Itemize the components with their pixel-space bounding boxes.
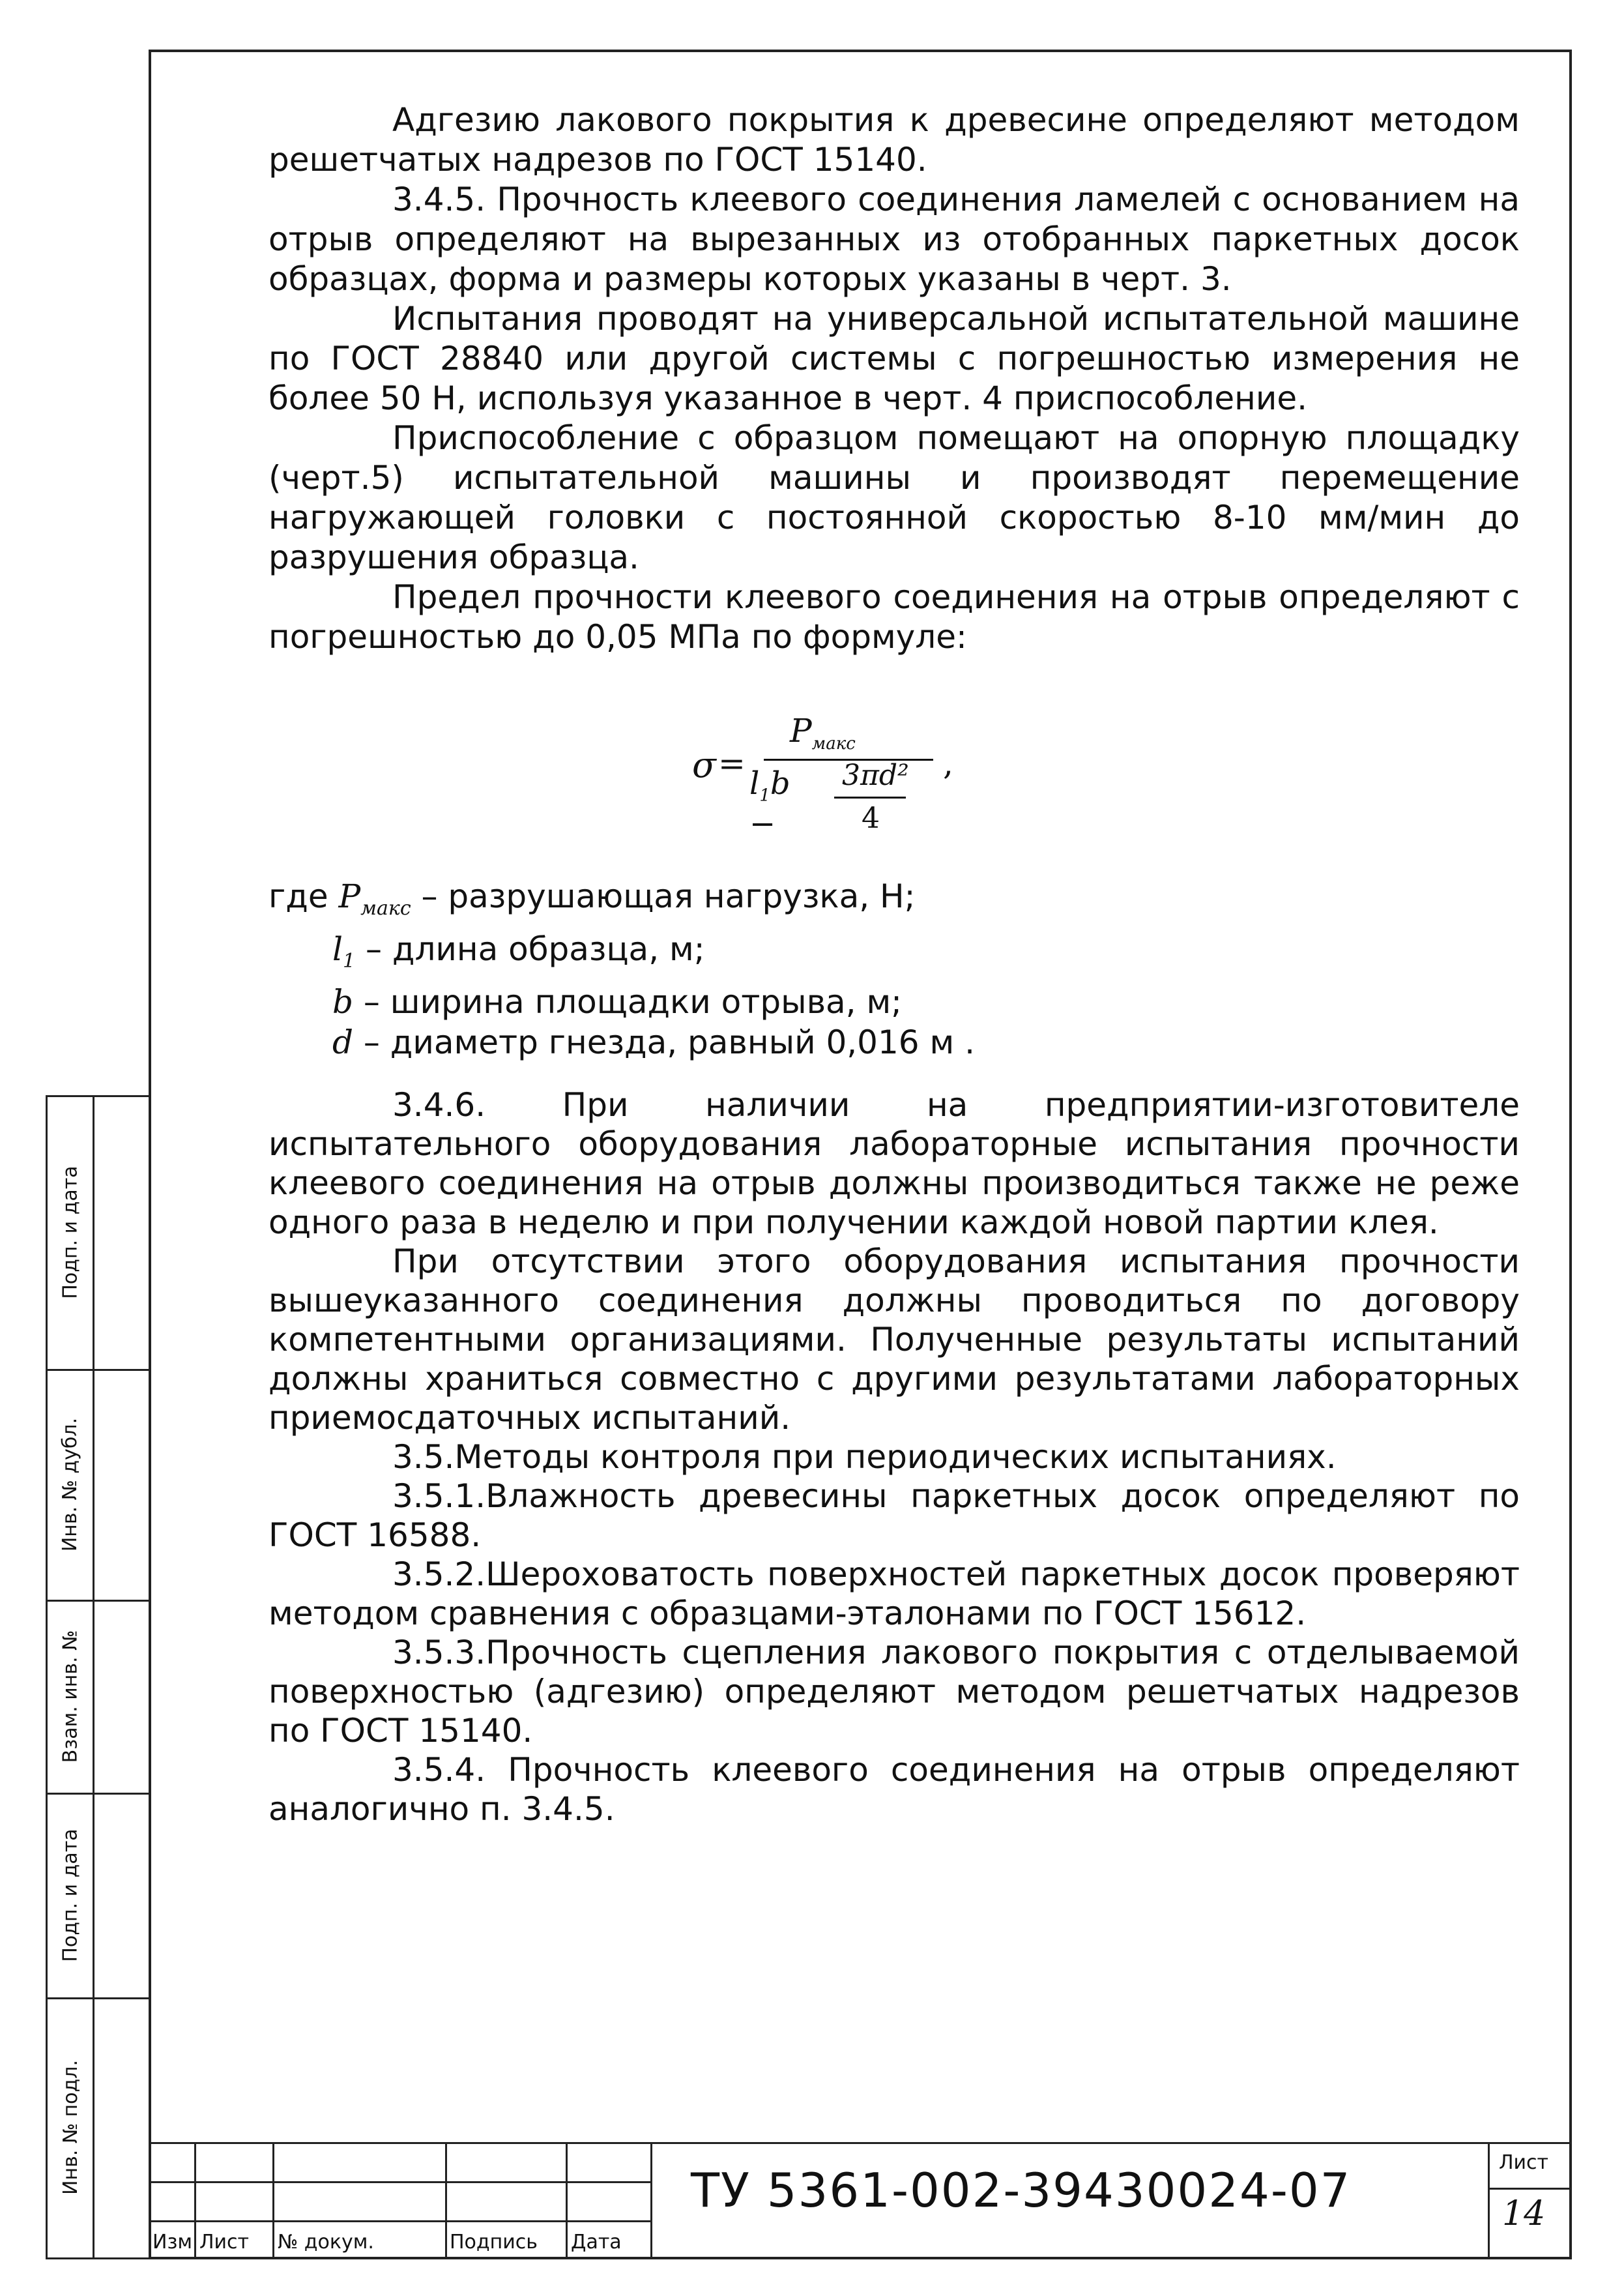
paragraph: 3.5.1.Влажность древесины паркетных досок определяют по ГОСТ 16588. (268, 1477, 1520, 1554)
sheet-label: Лист (1499, 2151, 1549, 2174)
definition-row: d – диаметр гнезда, равный 0,016 м . (332, 1023, 975, 1061)
formula-definitions (268, 876, 975, 1063)
paragraph: При отсутствии этого оборудования испытания прочности вышеуказанного соединения должны проводиться по договору компетентными организациями. Полученные результаты испытаний должны храниться совместно с другими результатами лабораторных приемосдаточных испытаний. (268, 1242, 1520, 1437)
formula-numerator: $P_{макс}$ (790, 712, 856, 754)
inner-numerator: 3πd² (842, 759, 909, 792)
document-code: ТУ 5361-002-39430024-07 (691, 2163, 1352, 2218)
paragraph: Приспособление с образцом помещают на опорную площадку (черт.5) испытательной машины и производят перемещение нагружающей головки с постоянной скоростью 8-10 мм/мин до разрушения образца. (268, 419, 1520, 576)
paragraph: 3.5.Методы контроля при периодических испытаниях. (392, 1438, 1337, 1476)
paragraph: 3.5.3.Прочность сцепления лакового покрытия с отделываемой поверхностью (адгезию) определяют методом решетчатых надрезов по ГОСТ 15140. (268, 1634, 1520, 1750)
side-label: Подп. и дата (59, 1165, 82, 1299)
formula-equals: = (718, 744, 746, 782)
text-block-2 (268, 1085, 1520, 1829)
paragraph: 3.5.2.Шероховатость поверхностей паркетных досок проверяют методом сравнения с образцами-эталонами по ГОСТ 15612. (268, 1555, 1520, 1632)
side-label: Взам. инв. № (59, 1630, 82, 1763)
formula-denominator: $l_1b$ − (749, 765, 790, 842)
paragraph: Испытания проводят на универсальной испытательной машине по ГОСТ 28840 или другой системы с погрешностью измерения не более 50 Н, используя указанное в черт. 4 приспособление. (268, 300, 1520, 417)
paragraph: Предел прочности клеевого соединения на отрыв определяют с погрешностью до 0,05 МПа по формуле: (268, 578, 1520, 656)
paragraph: 3.5.4. Прочность клеевого соединения на отрыв определяют аналогично п. 3.4.5. (268, 1751, 1520, 1828)
paragraph: Адгезию лакового покрытия к древесине определяют методом решетчатых надрезов по ГОСТ 15140. (268, 101, 1520, 179)
definition-row: b – ширина площадки отрыва, м; (332, 983, 903, 1021)
paragraph: 3.4.5. Прочность клеевого соединения ламелей с основанием на отрыв определяют на вырезанных из отобранных паркетных досок образцах, форма и размеры которых указаны в черт. 3. (268, 181, 1520, 298)
side-divider (93, 1095, 94, 2259)
formula-lhs: σ (692, 744, 716, 786)
inner-fraction-bar (834, 797, 906, 799)
header-izm: Изм (152, 2231, 193, 2254)
text-block-1 (268, 100, 1520, 657)
sheet-number: 14 (1502, 2194, 1546, 2233)
header-doc-number: № докум. (278, 2231, 374, 2254)
side-label: Подп. и дата (59, 1828, 82, 1962)
side-border (46, 1095, 48, 2259)
definition-row: где $P_{макс}$ – разрушающая нагрузка, Н; (268, 877, 916, 920)
header-list: Лист (199, 2231, 250, 2254)
side-label: Инв. № подл. (59, 2060, 82, 2195)
side-row-line (46, 2257, 150, 2259)
header-signature: Подпись (450, 2231, 538, 2254)
inner-denominator: 4 (862, 802, 880, 835)
definition-row: $l_1$ – длина образца, м; (332, 930, 705, 973)
side-label: Инв. № дубл. (59, 1417, 82, 1551)
header-date: Дата (571, 2231, 622, 2254)
side-stamp (46, 1095, 150, 2259)
formula-comma: , (943, 744, 953, 782)
paragraph: 3.4.6. При наличии на предприятии-изготовителе испытательного оборудования лабораторные испытания прочности клеевого соединения на отрыв должны производиться также не реже одного раза в неделю и при получении каждой новой партии клея. (268, 1086, 1520, 1241)
